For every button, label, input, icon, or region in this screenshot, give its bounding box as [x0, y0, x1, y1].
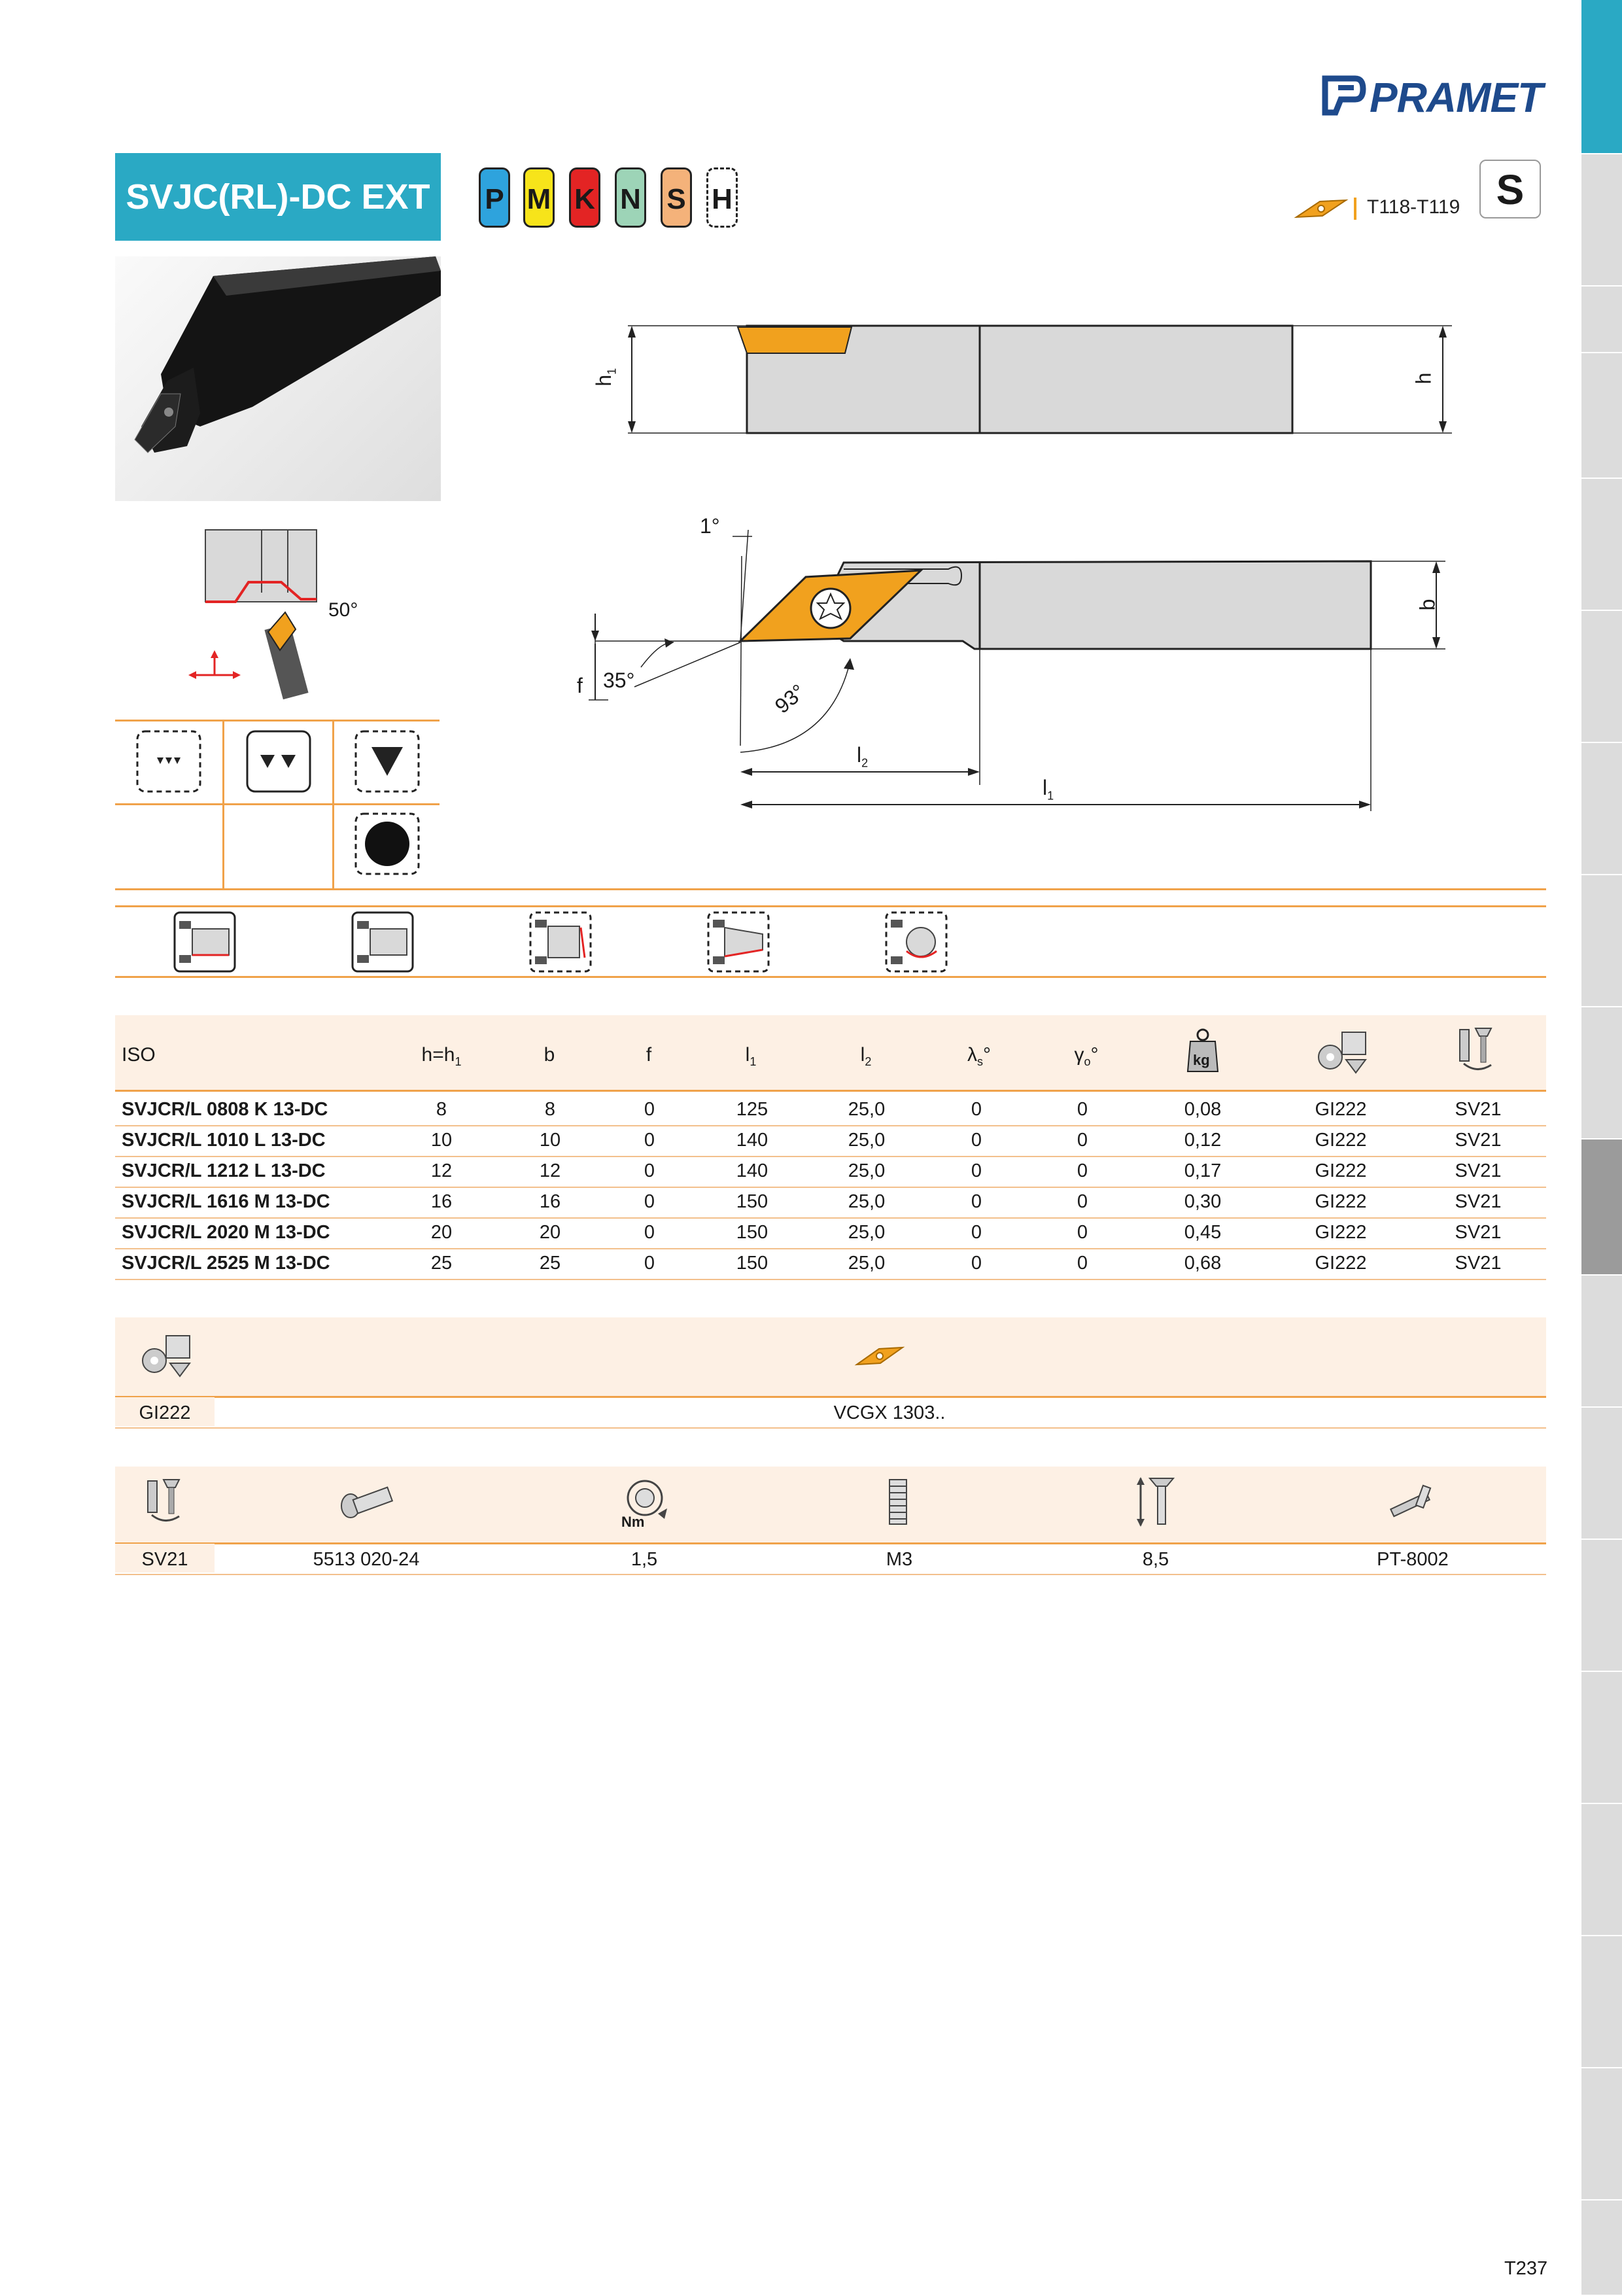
header-l1: $l_1$ — [745, 1044, 757, 1068]
row-l1: 150 — [736, 1191, 768, 1212]
row-b: 8 — [544, 1099, 556, 1120]
row-l2: 25,0 — [848, 1130, 886, 1151]
section-tab — [1581, 1276, 1622, 1408]
header-gamma: $\gamma_o^\circ$ — [1074, 1044, 1099, 1068]
screw-thread: M3 — [886, 1549, 913, 1570]
taper-turning-icon[interactable] — [706, 911, 770, 973]
dim-label-b: b — [1415, 599, 1440, 611]
row-lambda: 0 — [971, 1222, 982, 1243]
row-shim[interactable]: GI222 — [1315, 1222, 1367, 1243]
torque-unit-label: Nm — [621, 1514, 645, 1530]
operation-condition-icon[interactable] — [353, 811, 421, 877]
row-iso: SVJCR/L 1616 M 13-DC — [122, 1191, 330, 1212]
ref-divider — [1354, 198, 1356, 220]
page-number: T237 — [1504, 2258, 1548, 2279]
row-iso: SVJCR/L 0808 K 13-DC — [122, 1099, 328, 1120]
material-chip-m: M — [523, 167, 555, 228]
section-tab-active — [1581, 0, 1622, 154]
row-divider — [115, 1279, 1546, 1280]
screw-torque: 1,5 — [630, 1549, 658, 1570]
header-iso: ISO — [122, 1044, 156, 1066]
row-b: 16 — [539, 1191, 561, 1212]
tool-holder-image — [115, 256, 441, 501]
heavy-machining-icon[interactable] — [353, 729, 421, 794]
row-h: 20 — [430, 1222, 453, 1243]
screw-length: 8,5 — [1142, 1549, 1169, 1570]
row-f: 0 — [644, 1130, 655, 1151]
header-f: f — [646, 1044, 652, 1066]
row-iso: SVJCR/L 2525 M 13-DC — [122, 1253, 330, 1274]
band-line — [115, 905, 1546, 907]
section-tab — [1581, 1007, 1622, 1139]
torx-screw-icon — [337, 1480, 396, 1522]
row-lambda: 0 — [971, 1191, 982, 1212]
row-l2: 25,0 — [848, 1191, 886, 1212]
pramet-logo-icon — [1321, 72, 1367, 118]
section-tab-strip — [1581, 0, 1622, 2295]
row-f: 0 — [644, 1253, 655, 1274]
section-tab — [1581, 1804, 1622, 1936]
insert-shape-icon — [854, 1346, 905, 1366]
row-divider — [115, 1217, 1546, 1219]
dim-label-f: f — [577, 674, 583, 697]
row-screw[interactable]: SV21 — [1455, 1191, 1502, 1212]
header-underline — [115, 1090, 1546, 1092]
dim-label-h: h — [1411, 372, 1436, 385]
section-tab — [1581, 2068, 1622, 2200]
screw-code[interactable]: SV21 — [141, 1549, 188, 1570]
thread-icon — [887, 1477, 909, 1527]
row-kg: 0,17 — [1184, 1160, 1222, 1181]
row-l2: 25,0 — [848, 1222, 886, 1243]
row-divider — [115, 1187, 1546, 1188]
grid-top-line — [115, 720, 440, 722]
band-line — [115, 888, 1546, 890]
material-chip-n: N — [615, 167, 646, 228]
insert-row-divider — [115, 1427, 1546, 1429]
material-chip-s: S — [661, 167, 692, 228]
row-lambda: 0 — [971, 1253, 982, 1274]
row-l2: 25,0 — [848, 1160, 886, 1181]
row-screw[interactable]: SV21 — [1455, 1099, 1502, 1120]
row-h: 25 — [430, 1253, 453, 1274]
dim-label-h1: $h_1$ — [592, 368, 619, 387]
band-line — [115, 976, 1546, 978]
row-l1: 150 — [736, 1222, 768, 1243]
profiling-icon[interactable] — [528, 911, 593, 973]
row-iso: SVJCR/L 1010 L 13-DC — [122, 1130, 326, 1151]
row-lambda: 0 — [971, 1130, 982, 1151]
row-screw[interactable]: SV21 — [1455, 1222, 1502, 1243]
light-machining-icon[interactable] — [135, 729, 203, 794]
row-lambda: 0 — [971, 1099, 982, 1120]
grid-middle-line — [115, 803, 440, 805]
section-tab — [1581, 154, 1622, 287]
medium-machining-icon[interactable] — [245, 729, 313, 794]
row-kg: 0,30 — [1184, 1191, 1222, 1212]
row-shim[interactable]: GI222 — [1315, 1130, 1367, 1151]
dim-label-l1: $l_1$ — [1043, 776, 1054, 803]
header-l2: $l_2$ — [860, 1044, 872, 1068]
header-h: $h=h_1$ — [421, 1044, 462, 1068]
row-kg: 0,45 — [1184, 1222, 1222, 1243]
row-gamma: 0 — [1077, 1253, 1088, 1274]
row-kg: 0,08 — [1184, 1099, 1222, 1120]
row-shim[interactable]: GI222 — [1315, 1191, 1367, 1212]
row-f: 0 — [644, 1160, 655, 1181]
insert-table-header — [115, 1317, 1546, 1396]
screw-length-icon — [1135, 1476, 1176, 1528]
insert-page-reference[interactable]: T118-T119 — [1367, 196, 1460, 218]
row-b: 25 — [539, 1253, 561, 1274]
row-h: 16 — [430, 1191, 453, 1212]
row-divider — [115, 1248, 1546, 1249]
material-chip-p: P — [479, 167, 510, 228]
row-screw[interactable]: SV21 — [1455, 1130, 1502, 1151]
side-view-drawing — [576, 307, 1465, 451]
section-tab — [1581, 1672, 1622, 1804]
row-kg: 0,68 — [1184, 1253, 1222, 1274]
row-gamma: 0 — [1077, 1130, 1088, 1151]
top-view-drawing — [569, 510, 1472, 818]
product-title-box — [115, 153, 441, 241]
row-f: 0 — [644, 1099, 655, 1120]
tool-photo — [115, 256, 441, 501]
row-iso: SVJCR/L 2020 M 13-DC — [122, 1222, 330, 1243]
row-divider — [115, 1125, 1546, 1126]
key-part-number[interactable]: PT-8002 — [1377, 1549, 1449, 1570]
angle-label-35: 35° — [603, 669, 635, 692]
pramet-logo — [1321, 72, 1547, 119]
row-kg: 0,12 — [1184, 1130, 1222, 1151]
row-f: 0 — [644, 1222, 655, 1243]
insert-header-underline — [115, 1396, 1546, 1398]
shim-code[interactable]: GI222 — [139, 1402, 191, 1423]
row-l1: 140 — [736, 1130, 768, 1151]
section-tab — [1581, 743, 1622, 875]
weight-label: kg — [1193, 1052, 1210, 1068]
shim-icon — [1316, 1028, 1371, 1074]
section-tab — [1581, 1936, 1622, 2068]
row-screw[interactable]: SV21 — [1455, 1160, 1502, 1181]
row-divider — [115, 1156, 1546, 1157]
angle-label-50: 50° — [328, 599, 358, 621]
row-b: 12 — [539, 1160, 561, 1181]
row-l1: 125 — [736, 1099, 768, 1120]
section-badge: S — [1479, 160, 1541, 218]
row-h: 12 — [430, 1160, 453, 1181]
section-tab — [1581, 1540, 1622, 1672]
row-lambda: 0 — [971, 1160, 982, 1181]
header-b: b — [544, 1044, 555, 1066]
contour-turning-icon[interactable] — [884, 911, 948, 973]
section-tab — [1581, 353, 1622, 479]
section-tab — [1581, 479, 1622, 611]
row-l2: 25,0 — [848, 1253, 886, 1274]
key-wrench-icon — [1384, 1481, 1443, 1523]
section-tab — [1581, 1408, 1622, 1540]
spare-parts-underline — [115, 1542, 1546, 1544]
angle-label-93: 93° — [770, 679, 810, 718]
insert-code[interactable]: VCGX 1303.. — [833, 1402, 946, 1423]
row-shim[interactable]: GI222 — [1315, 1253, 1367, 1274]
row-gamma: 0 — [1077, 1222, 1088, 1243]
angle-label-1: 1° — [700, 514, 720, 538]
row-screw[interactable]: SV21 — [1455, 1253, 1502, 1274]
row-l2: 25,0 — [848, 1099, 886, 1120]
screw-icon — [145, 1477, 184, 1527]
screw-part-number[interactable]: 5513 020-24 — [313, 1549, 420, 1570]
row-shim[interactable]: GI222 — [1315, 1099, 1367, 1120]
row-b: 20 — [539, 1222, 561, 1243]
longitudinal-turning-icon[interactable] — [173, 911, 237, 973]
row-l1: 150 — [736, 1253, 768, 1274]
section-tab — [1581, 611, 1622, 743]
header-lambda: $\lambda_s^\circ$ — [967, 1044, 991, 1068]
row-iso: SVJCR/L 1212 L 13-DC — [122, 1160, 326, 1181]
row-gamma: 0 — [1077, 1160, 1088, 1181]
spare-parts-row-divider — [115, 1574, 1546, 1575]
row-h: 8 — [436, 1099, 447, 1120]
row-f: 0 — [644, 1191, 655, 1212]
section-tab — [1581, 2200, 1622, 2296]
dim-label-l2: $l_2$ — [857, 743, 869, 770]
row-l1: 140 — [736, 1160, 768, 1181]
section-tab — [1581, 287, 1622, 353]
material-chip-h: H — [706, 167, 738, 228]
spare-parts-header — [115, 1467, 1546, 1542]
brand-name: PRAMET — [1370, 74, 1543, 121]
application-diagram — [183, 527, 347, 710]
material-chip-k: K — [569, 167, 600, 228]
row-h: 10 — [430, 1130, 453, 1151]
section-tab-current — [1581, 1139, 1622, 1276]
screw-icon — [1457, 1026, 1496, 1075]
row-b: 10 — [539, 1130, 561, 1151]
insert-shape-icon — [1294, 199, 1349, 218]
row-shim[interactable]: GI222 — [1315, 1160, 1367, 1181]
section-tab — [1581, 875, 1622, 1007]
row-gamma: 0 — [1077, 1191, 1088, 1212]
shim-icon — [140, 1332, 195, 1382]
facing-icon[interactable] — [351, 911, 415, 973]
row-gamma: 0 — [1077, 1099, 1088, 1120]
product-title: SVJC(RL)-DC EXT — [126, 177, 430, 217]
